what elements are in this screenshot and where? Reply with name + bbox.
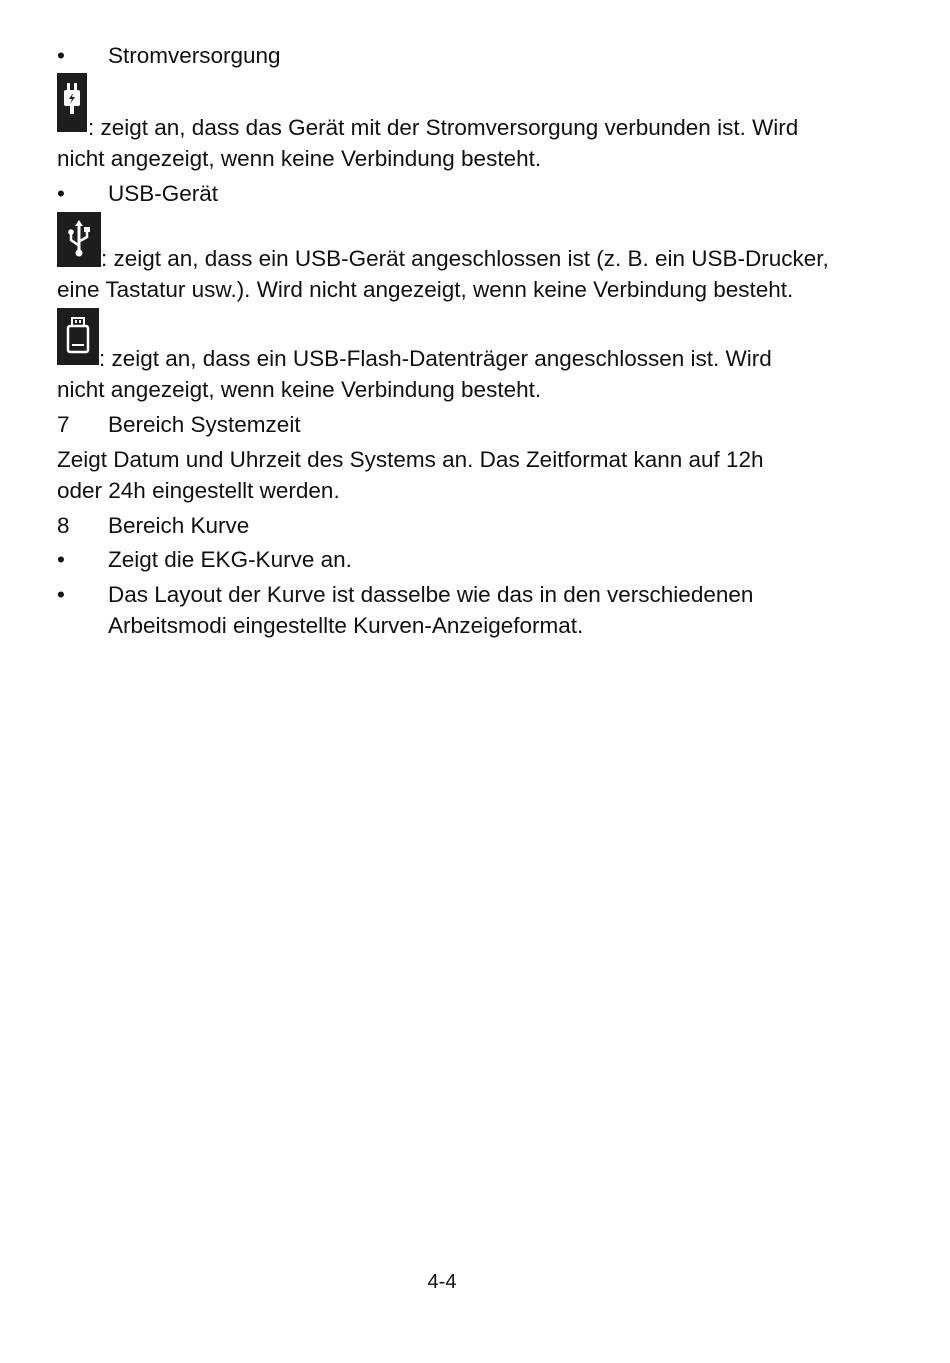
section-number: 7 [57, 412, 70, 437]
power-plug-icon [57, 73, 87, 132]
curve-bullet-2-line-1: Das Layout der Kurve ist dasselbe wie das in den verschiedenen [108, 582, 754, 607]
power-section-title: Stromversorgung [108, 43, 281, 68]
power-description-line-2: nicht angezeigt, wenn keine Verbindung besteht. [57, 146, 542, 171]
usb-flash-drive-icon [57, 308, 99, 365]
power-description-line-1: : zeigt an, dass das Gerät mit der Stromversorgung verbunden ist. Wird [88, 115, 799, 140]
usb-flash-description-line-2: nicht angezeigt, wenn keine Verbindung besteht. [57, 377, 542, 402]
curve-bullet-1-text: Zeigt die EKG-Kurve an. [108, 547, 352, 572]
curve-area-title: Bereich Kurve [108, 513, 250, 538]
bullet: • [57, 43, 65, 68]
usb-device-description-line-2: eine Tastatur usw.). Wird nicht angezeigt, wenn keine Verbindung besteht. [57, 277, 794, 302]
usb-symbol-icon [57, 212, 101, 267]
usb-section-title: USB-Gerät [108, 181, 219, 206]
bullet: • [57, 181, 65, 206]
system-time-description-line-2: oder 24h eingestellt werden. [57, 478, 340, 503]
system-time-title: Bereich Systemzeit [108, 412, 301, 437]
bullet: • [57, 582, 65, 607]
page-number: 4-4 [427, 1271, 457, 1293]
curve-bullet-2-line-2: Arbeitsmodi eingestellte Kurven-Anzeigeformat. [108, 613, 584, 638]
section-number: 8 [57, 513, 70, 538]
system-time-description-line-1: Zeigt Datum und Uhrzeit des Systems an. Das Zeitformat kann auf 12h [57, 447, 764, 472]
usb-device-description-line-1: : zeigt an, dass ein USB-Gerät angeschlossen ist (z. B. ein USB-Drucker, [101, 246, 829, 271]
usb-flash-description-line-1: : zeigt an, dass ein USB-Flash-Datenträger angeschlossen ist. Wird [99, 346, 772, 371]
bullet: • [57, 547, 65, 572]
